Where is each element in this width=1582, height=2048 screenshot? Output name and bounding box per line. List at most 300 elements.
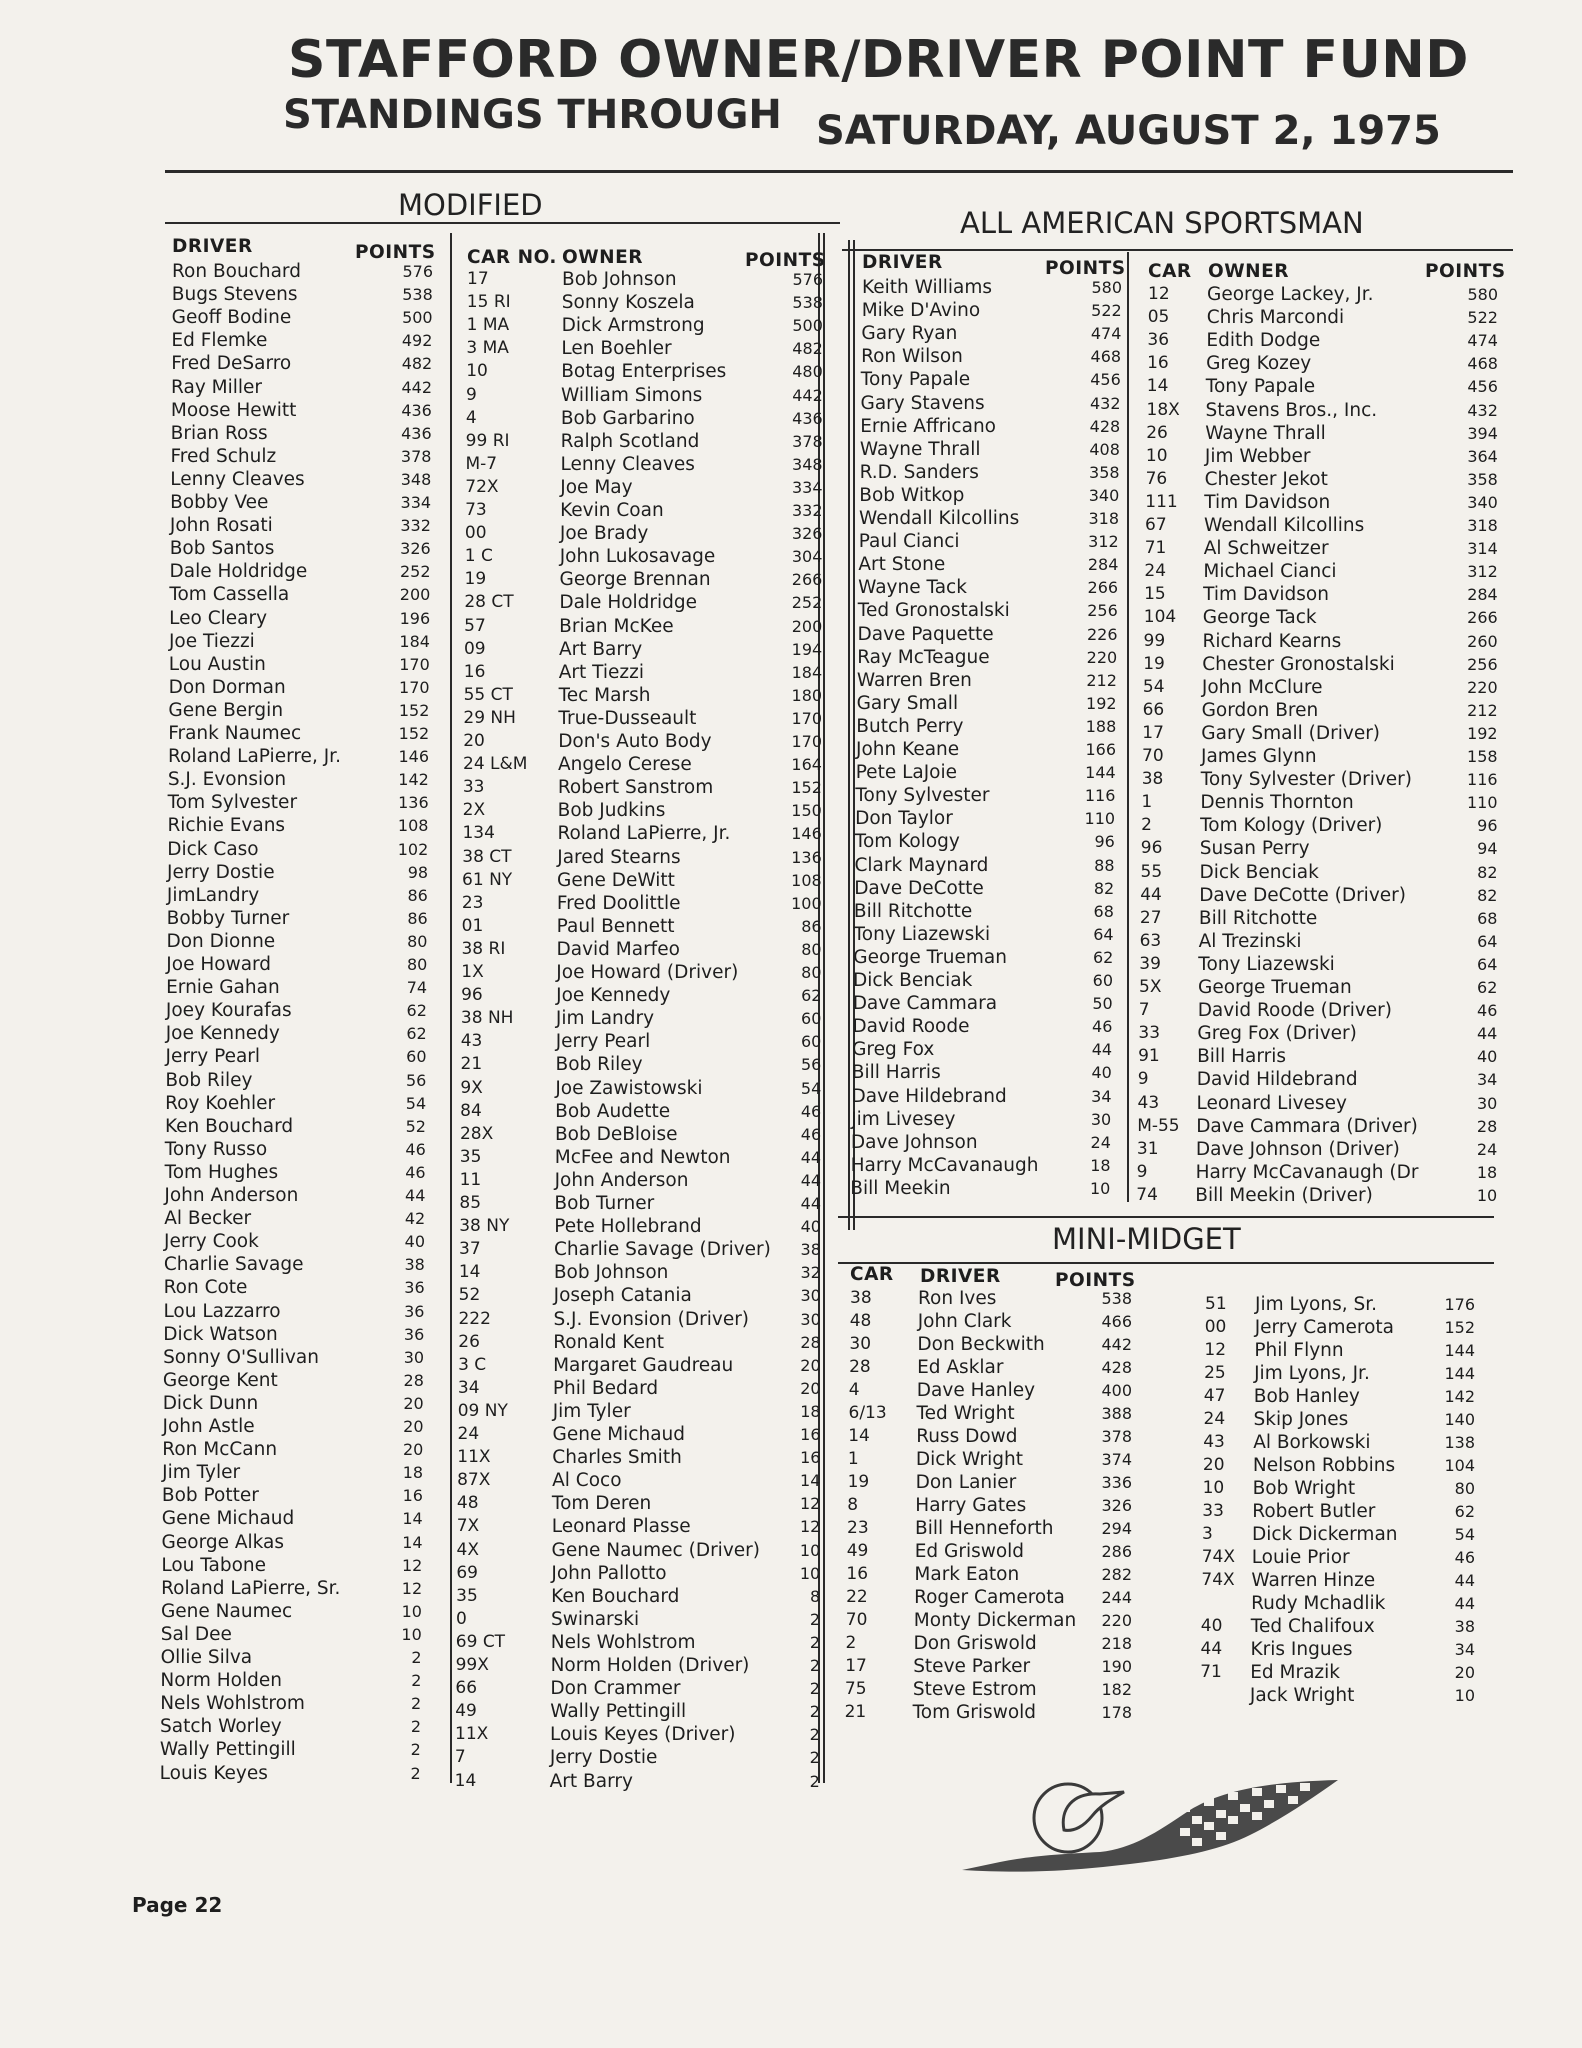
car-number: 10 [466,361,488,382]
points-value: 538 [792,293,823,313]
entrant-name: Wendall Kilcollins [1204,515,1365,536]
points-value: 14 [402,1532,423,1552]
points-value: 408 [1089,439,1120,459]
entrant-name: Len Boehler [561,338,672,360]
entrant-name: John McClure [1201,676,1323,698]
points-value: 2 [809,1702,820,1722]
entrant-name: Jared Stearns [557,846,681,868]
entrant-name: Don Dionne [166,930,276,952]
points-value: 64 [1093,924,1114,944]
entrant-name: Geoff Bodine [171,307,292,329]
car-number: 99 [1143,630,1166,651]
points-value: 284 [1467,585,1498,605]
entrant-name: Bill Harris [851,1062,941,1084]
entrant-name: Tony Liazewski [1198,953,1335,975]
section-mini-midget: MINI-MIDGET [1046,1222,1247,1256]
entrant-name: Phil Flynn [1254,1340,1344,1361]
entrant-name: Leo Cleary [169,607,268,629]
entrant-name: George Tack [1202,607,1317,629]
entrant-name: Don Dorman [168,676,286,698]
car-number: 00 [1204,1317,1227,1337]
car-number: 27 [1139,907,1162,928]
car-number: 76 [1145,468,1168,489]
car-number: 40 [1200,1616,1223,1636]
subtitle-date: SATURDAY, AUGUST 2, 1975 [816,108,1441,154]
points-value: 20 [800,1355,821,1375]
points-value: 108 [791,870,822,890]
points-value: 140 [1444,1410,1475,1429]
entrant-name: Pete LaJoie [855,762,958,784]
car-number: 47 [1203,1386,1226,1406]
car-number: 9 [466,384,477,405]
points-value: 340 [1467,492,1498,512]
top-rule [165,170,1513,173]
entrant-name: Don Lanier [915,1472,1017,1493]
entrant-name: Tim Davidson [1203,584,1329,606]
entrant-name: Jim Lyons, Sr. [1255,1294,1378,1315]
entrant-name: Wayne Thrall [1205,422,1326,444]
car-number: 34 [457,1377,480,1398]
entrant-name: Bill Ritchotte [853,900,973,922]
entrant-name: Ted Chalifoux [1250,1616,1375,1637]
entrant-name: Dick Dunn [162,1392,259,1414]
points-value: 60 [1092,971,1113,990]
points-value: 20 [403,1417,424,1436]
car-number: 2 [845,1633,857,1653]
points-value: 16 [402,1486,423,1506]
car-number: 69 [456,1562,478,1583]
entrant-name: Leonard Livesey [1196,1092,1347,1114]
entrant-name: Ray Miller [171,376,263,398]
points-value: 474 [1090,324,1122,344]
points-value: 428 [1101,1358,1132,1377]
points-value: 170 [399,677,430,697]
entrant-name: Lenny Cleaves [560,453,695,475]
points-value: 96 [1094,832,1115,852]
points-value: 318 [1088,509,1119,528]
points-value: 326 [1101,1496,1132,1515]
car-number: 21 [460,1054,483,1075]
entrant-name: Gary Ryan [861,323,958,345]
entrant-name: Bill Meekin [850,1177,951,1199]
points-value: 580 [1091,278,1122,297]
entrant-name: Don Beckwith [917,1334,1045,1355]
points-value: 432 [1089,393,1121,413]
points-value: 192 [1086,693,1117,713]
points-value: 8 [809,1586,821,1606]
subtitle-standings: STANDINGS THROUGH [283,92,782,138]
points-value: 10 [1454,1686,1475,1705]
points-value: 20 [800,1378,821,1398]
points-value: 96 [1477,816,1498,836]
points-value: 24 [1090,1132,1111,1152]
entrant-name: Mike D'Avino [861,300,981,322]
car-number: 7 [454,1747,466,1768]
points-value: 394 [1467,423,1498,443]
points-value: 266 [791,570,823,590]
points-value: 334 [400,493,432,512]
entrant-name: Sal Dee [160,1623,232,1645]
points-value: 282 [1101,1565,1132,1584]
entrant-name: Ted Gronostalski [857,600,1010,622]
car-number: 111 [1145,491,1178,512]
points-value: 30 [800,1309,821,1329]
car-number: 71 [1144,538,1167,559]
points-value: 80 [407,931,428,951]
car-number: 00 [464,523,487,544]
points-value: 28 [1476,1116,1498,1136]
car-number: 43 [460,1031,483,1052]
points-value: 36 [403,1324,425,1344]
entrant-name: Bob Johnson [562,269,677,290]
entrant-name: Tom Hughes [164,1161,279,1183]
entrant-name: Bob Riley [165,1069,253,1091]
points-value: 442 [401,377,433,397]
car-number: 24 [1144,561,1167,582]
car-number: 20 [463,731,485,751]
points-value: 62 [1454,1502,1475,1521]
points-value: 12 [799,1517,821,1537]
points-value: 16 [800,1448,821,1468]
points-value: 466 [1101,1312,1132,1331]
points-value: 286 [1101,1542,1132,1561]
points-value: 2 [410,1763,421,1783]
points-value: 2 [809,1656,820,1675]
points-value: 34 [1476,1070,1498,1090]
entrant-name: Dave Hildebrand [851,1085,1007,1107]
points-value: 152 [398,700,430,720]
points-value: 30 [1476,1093,1498,1113]
entrant-name: Jim Landry [555,1008,655,1030]
entrant-name: Harry McCavanaugh [850,1154,1039,1176]
entrant-name: Ed Mrazik [1250,1662,1340,1683]
car-number: 28 [849,1357,871,1377]
entrant-name: Bob DeBloise [554,1123,678,1145]
car-number: 73 [465,500,487,520]
page-number: Page 22 [132,1893,223,1917]
car-number: 15 RI [466,292,511,313]
entrant-name: Richard Kearns [1202,630,1342,652]
entrant-name: Don's Auto Body [558,731,712,752]
car-number: 10 [1145,445,1168,466]
car-number: 11X [457,1447,491,1468]
car-number: 49 [846,1541,869,1561]
car-number: 15 [1144,584,1166,605]
points-value: 442 [792,385,823,405]
car-number: 74X [1201,1570,1235,1590]
car-number: 12 [1204,1340,1227,1360]
car-number: 9X [460,1077,483,1098]
car-number: 5X [1139,977,1162,997]
entrant-name: Ken Bouchard [551,1585,680,1607]
hdr-sportsman-owner: OWNER [1208,261,1289,282]
points-value: 16 [800,1425,821,1444]
entrant-name: JimLandry [166,884,260,906]
car-number: 16 [463,661,486,682]
car-number: 39 [1139,953,1161,974]
entrant-name: Jerry Dostie [167,861,275,883]
points-value: 10 [401,1624,422,1644]
points-value: 18 [402,1463,424,1483]
car-number: 38 [850,1288,872,1308]
points-value: 190 [1101,1657,1132,1676]
car-number: 44 [1140,884,1162,905]
entrant-name: Louis Keyes [159,1762,268,1784]
points-value: 136 [398,793,429,813]
entrant-name: Chester Jekot [1204,468,1328,490]
car-number: 26 [458,1331,480,1352]
points-value: 86 [801,916,822,936]
entrant-name: John Rosati [169,515,273,537]
entrant-name: Al Schweitzer [1203,538,1329,560]
car-number: 26 [1146,422,1168,443]
entrant-name: Don Griswold [913,1633,1037,1654]
entrant-name: Monty Dickerman [913,1610,1077,1631]
points-value: 436 [792,408,823,428]
points-value: 468 [1467,354,1498,374]
entrant-name: Dave Cammara [852,993,998,1015]
entrant-name: Al Becker [164,1208,252,1230]
entrant-name: Dave DeCotte (Driver) [1199,884,1406,906]
entrant-name: Dick Caso [167,838,259,860]
car-number: 14 [1146,376,1169,397]
points-value: 2 [410,1717,422,1737]
car-number: 31 [1136,1138,1159,1159]
points-value: 326 [400,539,431,559]
entrant-name: Michael Cianci [1203,561,1337,583]
points-value: 12 [799,1494,821,1514]
entrant-name: Gene Michaud [161,1508,295,1530]
entrant-name: Bill Meekin (Driver) [1195,1184,1373,1206]
entrant-name: Keith Williams [862,277,993,298]
entrant-name: Charlie Savage (Driver) [554,1239,771,1261]
car-number: 36 [1147,330,1170,351]
points-value: 2 [411,1671,422,1691]
points-value: 18 [800,1401,821,1421]
entrant-name: Ted Wright [916,1403,1015,1424]
points-value: 348 [400,469,432,489]
entrant-name: Sonny Koszela [561,292,695,314]
entrant-name: Moose Hewitt [170,399,297,421]
car-number: 38 NH [460,1008,514,1029]
entrant-name: Ray McTeague [857,646,990,668]
entrant-name: Tony Papale [1205,376,1316,398]
points-value: 82 [1477,885,1498,905]
car-number: 43 [1203,1432,1225,1452]
points-value: 158 [1467,747,1498,766]
points-value: 42 [404,1209,426,1229]
points-value: 46 [1477,1001,1498,1021]
entrant-name: Al Borkowski [1253,1432,1371,1453]
entrant-name: George Alkas [161,1531,285,1553]
entrant-name: Ron Ives [918,1288,997,1309]
entrant-name: Joe Tiezzi [168,630,255,652]
entrant-name: Dick Dickerman [1252,1524,1398,1545]
entrant-name: Harry Gates [915,1495,1027,1516]
points-value: 46 [800,1124,822,1144]
points-value: 94 [1477,839,1498,859]
points-value: 146 [791,824,822,844]
modified-underline [165,222,840,224]
points-value: 170 [791,732,822,751]
entrant-name: Roland LaPierre, Jr. [168,746,341,768]
entrant-name: Gene Bergin [168,699,284,721]
points-value: 474 [1467,331,1498,351]
points-value: 220 [1467,677,1498,697]
entrant-name: Charlie Savage [163,1254,304,1276]
points-value: 86 [407,908,428,928]
entrant-name: Bob Johnson [553,1262,669,1284]
points-value: 82 [1477,862,1498,882]
car-number: 69 CT [455,1631,506,1652]
points-value: 2 [411,1648,422,1667]
entrant-name: Bob Judkins [557,800,666,822]
entrant-name: Tom Sylvester [167,792,298,814]
points-value: 44 [405,1186,426,1205]
entrant-name: Tec Marsh [558,684,651,706]
car-number: 1 [847,1449,859,1469]
car-number: 12 [1148,284,1170,304]
entrant-name: Margaret Gaudreau [553,1354,734,1376]
entrant-name: Roy Koehler [165,1092,276,1114]
entrant-name: Roland LaPierre, Jr. [557,823,731,845]
car-number: 67 [1145,515,1167,535]
hdr-sportsman-car: CAR [1148,261,1192,282]
points-value: 400 [1101,1381,1132,1400]
entrant-name: Art Stone [858,554,946,576]
hdr-sportsman-driver-points: POINTS [1045,258,1126,279]
car-number: 49 [455,1701,477,1722]
points-value: 200 [399,585,431,605]
entrant-name: Tom Deren [551,1493,652,1515]
entrant-name: Ron Wilson [861,346,963,368]
points-value: 54 [800,1078,822,1098]
car-number: 38 NY [459,1216,510,1237]
points-value: 20 [402,1440,424,1460]
entrant-name: Bob Witkop [859,484,965,506]
points-value: 46 [800,1101,822,1121]
points-value: 30 [800,1286,821,1306]
car-number: 17 [1142,722,1164,743]
entrant-name: Tony Papale [860,369,971,391]
points-value: 46 [405,1139,426,1159]
car-number: 33 [462,777,485,798]
points-value: 2 [809,1771,820,1791]
car-number: 35 [456,1585,478,1606]
car-number: 85 [459,1193,482,1213]
points-value: 46 [1092,1017,1113,1037]
points-value: 212 [1467,700,1498,720]
points-value: 164 [791,755,822,775]
points-value: 74 [406,978,428,998]
car-number: 70 [845,1610,868,1630]
entrant-name: Ed Asklar [917,1357,1004,1378]
points-value: 44 [800,1194,821,1213]
car-number: 7 [1138,1000,1150,1021]
entrant-name: George Kent [162,1369,278,1391]
entrant-name: Ken Bouchard [164,1115,294,1137]
stafford-speedway-logo-icon [960,1770,1340,1880]
car-number: 30 [849,1334,872,1354]
points-value: 20 [1454,1663,1475,1682]
points-value: 218 [1101,1634,1132,1653]
points-value: 538 [1101,1289,1132,1308]
entrant-name: S.J. Evonsion (Driver) [553,1308,750,1330]
entrant-name: Jerry Pearl [165,1046,261,1068]
points-value: 10 [401,1601,422,1621]
points-value: 110 [1467,793,1498,813]
points-value: 56 [800,1055,822,1075]
hdr-sportsman-owner-points: POINTS [1425,261,1506,282]
entrant-name: Edith Dodge [1206,330,1321,352]
points-value: 38 [404,1255,425,1275]
car-number: 09 NY [457,1400,508,1421]
car-number: 22 [846,1587,868,1607]
entrant-name: Ralph Scotland [560,430,700,452]
points-value: 200 [791,616,823,636]
points-value: 116 [1084,786,1116,806]
points-value: 110 [1084,809,1116,829]
points-value: 184 [399,631,430,651]
points-value: 44 [1454,1594,1475,1613]
entrant-name: Dennis Thornton [1200,792,1354,814]
points-value: 138 [1444,1433,1475,1452]
entrant-name: Joey Kourafas [165,1000,292,1022]
points-value: 358 [1467,469,1498,489]
points-value: 2 [809,1632,821,1652]
points-value: 20 [403,1393,424,1413]
car-number: 01 [461,915,484,936]
entrant-name: Susan Perry [1199,838,1310,860]
entrant-name: Russ Dowd [916,1426,1018,1447]
car-number: 09 [463,638,486,659]
car-number: M-7 [465,453,498,474]
points-value: 44 [1091,1040,1113,1060]
entrant-name: Art Barry [558,638,643,660]
entrant-name: Bobby Vee [170,492,269,513]
points-value: 196 [399,608,431,628]
entrant-name: Wayne Tack [858,577,967,599]
entrant-name: Joe Howard (Driver) [556,962,739,983]
car-number: 44 [1200,1639,1223,1659]
points-value: 150 [791,801,822,821]
entrant-name: Fred Doolittle [556,892,681,914]
car-number: 96 [1140,838,1163,859]
car-number: 96 [461,985,483,1006]
sportsman-divider-1 [848,240,850,1230]
points-value: 576 [792,270,823,289]
points-value: 144 [1444,1364,1475,1383]
car-number: 1X [461,962,484,982]
entrant-name: Bob Wright [1252,1478,1356,1499]
points-value: 348 [792,454,823,474]
sportsman-divider-3 [1127,252,1129,1202]
points-value: 12 [402,1555,423,1575]
points-value: 312 [1467,562,1498,582]
entrant-name: Louie Prior [1251,1547,1350,1568]
entrant-name: Tom Kology (Driver) [1200,815,1383,837]
points-value: 108 [397,816,429,836]
points-value: 2 [411,1694,422,1714]
points-value: 326 [791,524,823,544]
entrant-name: True-Dusseault [558,707,697,729]
car-number: 99X [455,1655,489,1675]
entrant-name: Gary Small [856,692,959,714]
entrant-name: Tom Griswold [912,1702,1037,1723]
entrant-name: Brian Ross [170,422,268,444]
points-value: 194 [791,639,823,659]
points-value: 522 [1467,308,1498,328]
